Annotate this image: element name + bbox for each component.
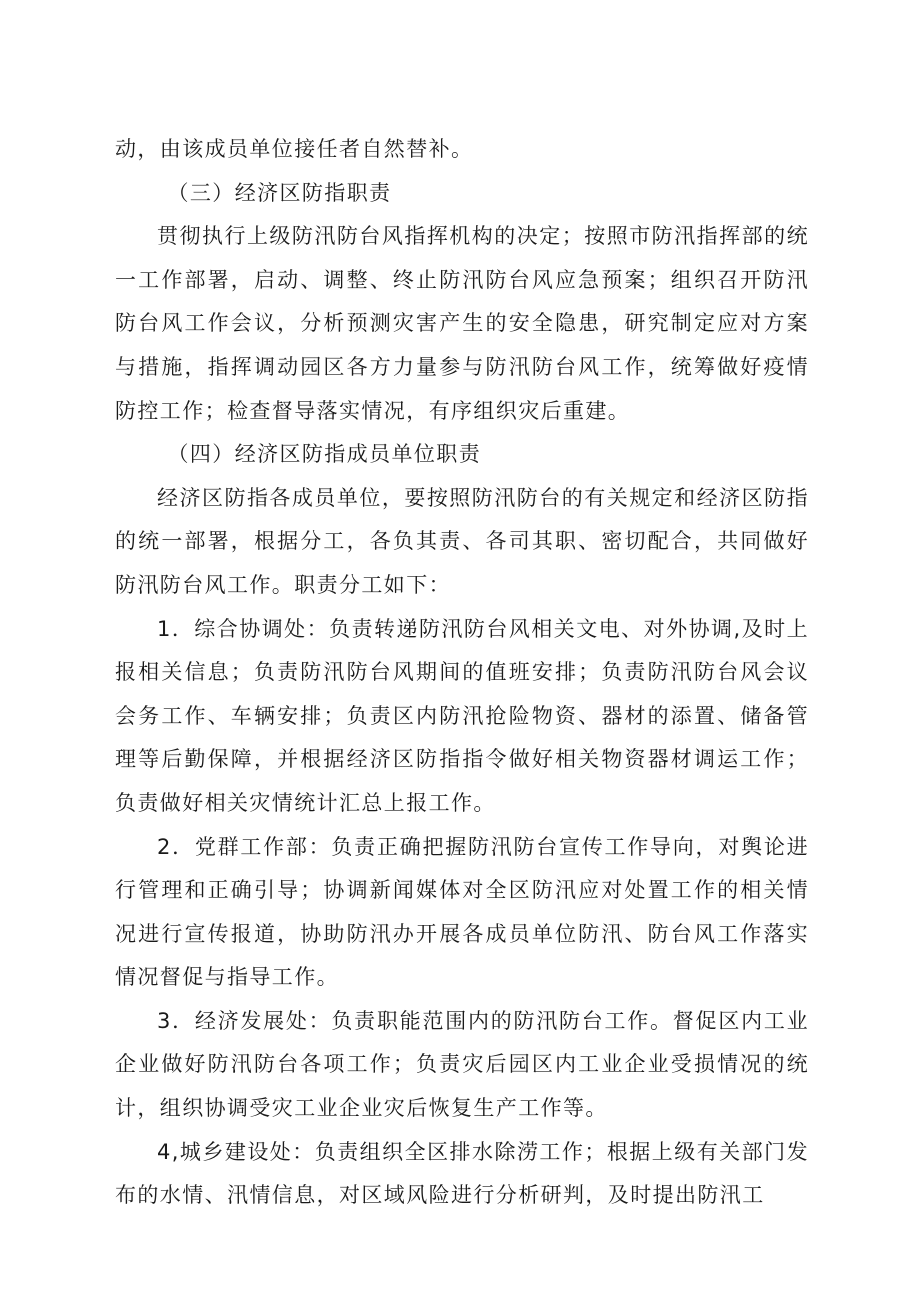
section-heading-4: （四）经济区防指成员单位职责	[167, 442, 482, 467]
section-4-intro-paragraph: 经济区防指各成员单位，要按照防汛防台的有关规定和经济区防指的统一部署，根据分工，各负其责、各司其职、密切配合，共同做好防汛防台风工作。职责分工如下：	[115, 485, 809, 597]
duty-item-4: 4,城乡建设处：负责组织全区排水除涝工作；根据上级有关部门发布的水情、汛情信息，对区域风险进行分析研判，及时提出防汛工	[115, 1139, 809, 1208]
duty-item-3: 3．经济发展处：负责职能范围内的防汛防台工作。督促区内工业企业做好防汛防台各项工作；负责灾后园区内工业企业受损情况的统计，组织协调受灾工业企业灾后恢复生产工作等。	[115, 1008, 809, 1121]
section-heading-3: （三）经济区防指职责	[167, 180, 392, 205]
section-3-body-paragraph: 贯彻执行上级防汛防台风指挥机构的决定；按照市防汛指挥部的统一工作部署，启动、调整、终止防汛防台风应急预案；组织召开防汛防台风工作会议，分析预测灾害产生的安全隐患，研究制定应对方案与措施，指挥调动园区各方力量参与防汛防台风工作，统筹做好疫情防控工作；检查督导落实情况，有序组织灾后重建。	[115, 224, 809, 423]
document-body	[115, 128, 809, 1218]
duty-item-2: 2．党群工作部：负责正确把握防汛防台宣传工作导向，对舆论进行管理和正确引导；协调新闻媒体对全区防汛应对处置工作的相关情况进行宣传报道，协助防汛办开展各成员单位防汛、防台风工作落实情况督促与指导工作。	[115, 834, 809, 990]
continuation-paragraph: 动，由该成员单位接任者自然替补。	[115, 137, 474, 161]
duty-item-1: 1．综合协调处：负责转递防汛防台风相关文电、对外协调,及时上报相关信息；负责防汛防台风期间的值班安排；负责防汛防台风会议会务工作、车辆安排；负责区内防汛抢险物资、器材的添置、储备管理等后勤保障，并根据经济区防指指令做好相关物资器材调运工作；负责做好相关灾情统计汇总上报工作。	[115, 616, 809, 815]
